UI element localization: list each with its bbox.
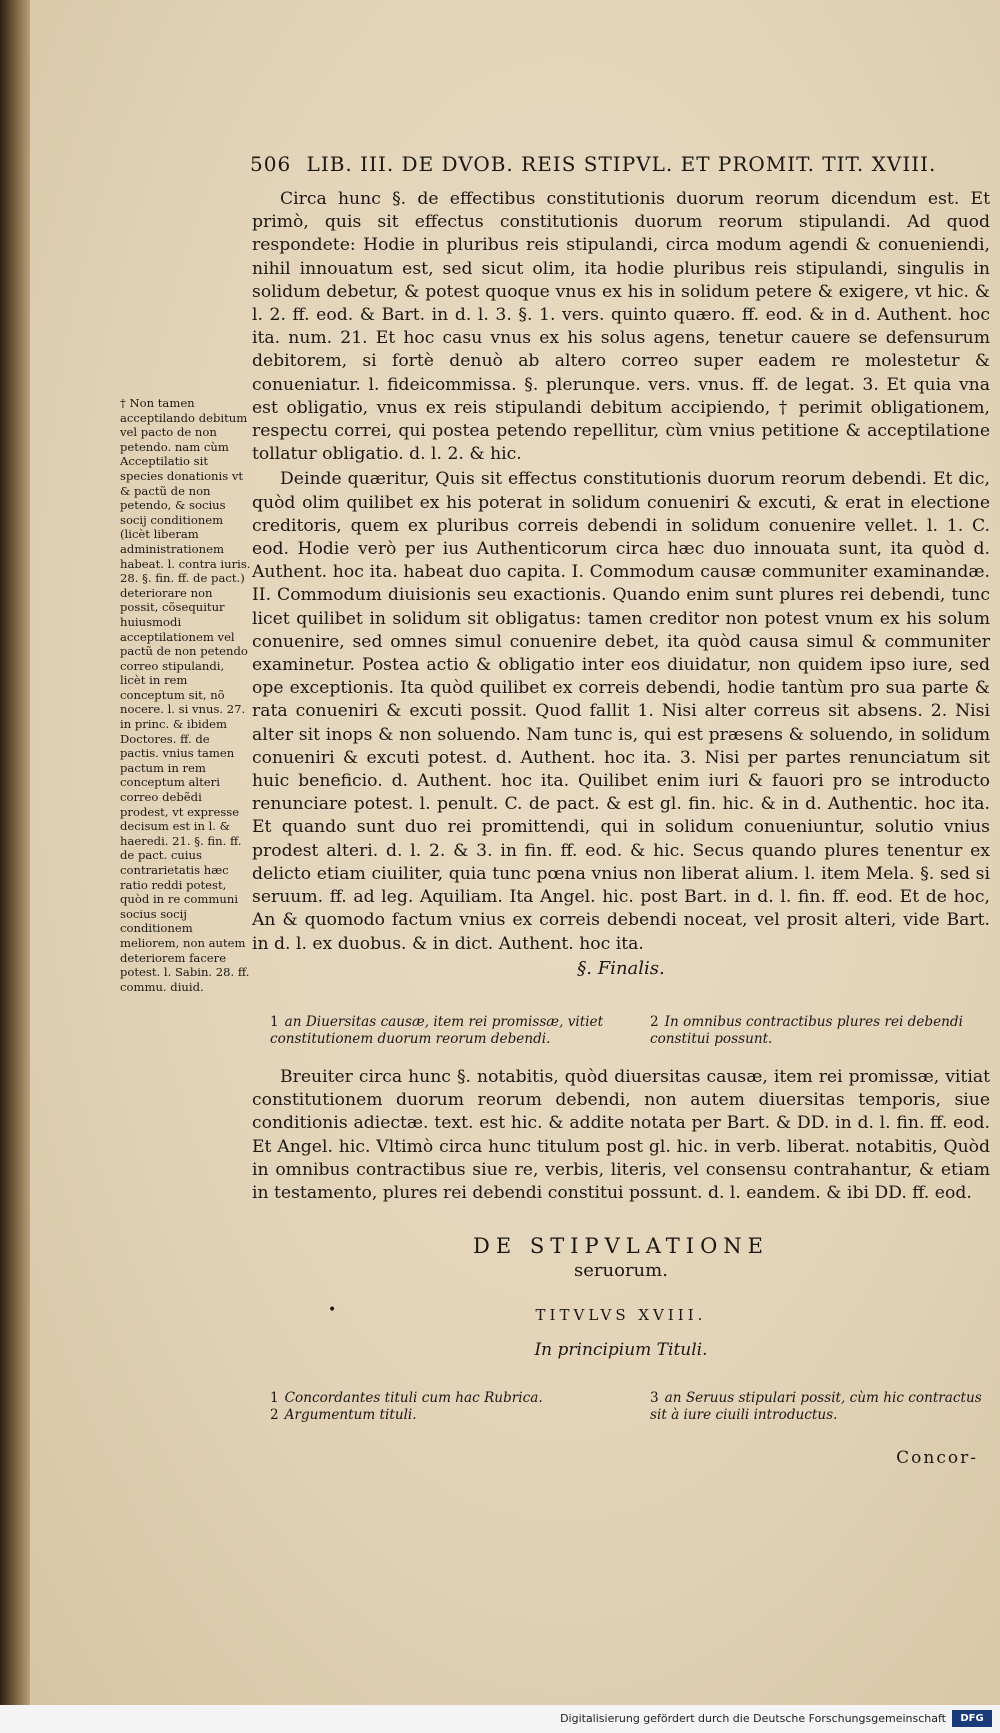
summary-text: an Seruus stipulari possit, cùm hic contractus sit à iure ciuili introductus. [650,1390,982,1423]
summary-text: an Diuersitas causæ, item rei promissæ, vitiet constitutionem duorum reorum debendi. [270,1014,604,1047]
summary-item [270,1014,610,1048]
margin-note: † Non tamen acceptilando debitum vel pacto de non petendo. nam cùm Acceptilatio sit species donationis vt & pactũ de non petendo, & socius socij conditionem (licèt liberam administrationem habeat. l. contra iuris. 28. §. fin. ff. de pact.) deteriorare non possit, cõsequitur huiusmodi acceptilationem vel pactũ de non petendo correo stipulandi, licèt in rem conceptum sit, nõ nocere. l. si vnus. 27. in princ. & ibidem Doctores. ff. de pactis. vnius tamen pactum in rem conceptum alteri correo debẽdi prodest, vt expresse decisum est in l. & haeredi. 21. §. fin. ff. de pact. cuius contrarietatis hæc ratio reddi potest, quòd in re communi socius socij conditionem meliorem, non autem deteriorem facere potest. l. Sabin. 28. ff. commu. diuid. [120,396,251,994]
catchword: Concor- [896,1448,978,1468]
section-heading: §. Finalis. [577,958,665,979]
paragraph-1: Circa hunc §. de effectibus constitutionis duorum reorum dicendum est. Et primò, quis sit effectus constitutionis duorum reorum stipulandi. Ad quod respondete: Hodie in pluribus reis stipulandi, circa modum agendi & conueniendi, nihil innouatum est, sed sicut olim, ita hodie pluribus reis stipulandi, singulis in solidum debetur, & potest quoque vnus ex his in solidum petere & exigere, vt hic. & l. 2. ff. eod. & Bart. in d. l. 3. §. 1. vers. quinto quæro. ff. eod. & in d. Authent. hoc ita. num. 21. Et hoc casu vnus ex his solus agens, tenetur cauere se defensurum debitorem, si fortè denuò ab altero correo super eadem re molestetur & conueniatur. l. fideicommissa. §. plerunque. vers. vnus. ff. de legat. 3. Et quia vna est obligatio, vnus ex reis stipulandi debitum accipiendo, † perimit obligationem, respectu correi, qui postea petendo repellitur, cùm vnius petitione & acceptilatione tollatur obligatio. d. l. 2. & hic. [252,189,990,465]
titulus-heading: TITVLVS XVIII. [535,1306,707,1324]
summary-number: 1 [270,1390,279,1406]
running-head-text: LIB. III. DE DVOB. REIS STIPVL. ET PROMIT. TIT. XVIII. [306,152,937,176]
footer-credit: Digitalisierung gefördert durch die Deutsche Forschungsgemeinschaft [560,1712,946,1725]
book-page [30,0,1000,1705]
book-edge [0,0,34,1733]
summary-item [270,1390,610,1407]
main-text [252,188,990,958]
paragraph-2: Deinde quæritur, Quis sit effectus constitutionis duorum reorum debendi. Et dic, quòd olim quilibet ex his poterat in solidum conueniri & excuti, & erat in electione creditoris, quem ex pluribus correis debendi in solidum conuenire vellet. l. 1. C. eod. Hodie verò per ius Authenticorum circa hæc duo innouata sunt, ita quòd d. Authent. hoc ita. habeat duo capita. I. Commodum causæ communiter examinandæ. II. Commodum diuisionis seu exactionis. Quando enim sunt plures rei debendi, tunc licet quilibet in solidum sit obligatus: tamen creditor non potest vnum ex his solum conuenire, sed omnes simul conuenire debet, ita quòd causa simul & communiter examinetur. Postea actio & obligatio inter eos diuidatur, non quidem ipso iure, sed ope exceptionis. Ita quòd quilibet ex correis debendi, hodie tantùm pro sua parte & rata conueniri & excuti possit. Quod fallit 1. Nisi alter correus sit absens. 2. Nisi alter sit inops & non soluendo. Nam tunc is, qui est præsens & soluendo, in solidum conueniri & excuti potest. d. Authent. hoc ita. 3. Nisi per partes renunciatum sit huic beneficio. d. Authent. hoc ita. Quilibet enim iuri & fauori pro se introducto renunciare potest. l. penult. C. de pact. & est gl. fin. hic. & in d. Authentic. hoc ita. Et quando sunt duo rei promittendi, qui in solidum conueniuntur, solutio vnius prodest alteri. d. l. 2. & 3. in fin. ff. eod. & hic. Secus quando plures tenentur ex delicto etiam ciuiliter, quia tunc pœna vnius non liberat alium. l. item Mela. §. sed si seruum. ff. ad leg. Aquiliam. Ita Angel. hic. post Bart. in d. l. fin. ff. eod. Et de hoc, An & quomodo factum vnius ex correis debendi noceat, vel prosit alteri, vide Bart. in d. l. ex duobus. & in dict. Authent. hoc ita. [252,469,990,954]
dfg-logo: DFG [952,1710,992,1727]
summary-number: 3 [650,1390,659,1406]
running-head [250,152,990,176]
summary-number: 1 [270,1014,279,1030]
summary-number: 2 [650,1014,659,1030]
paragraph-3: Breuiter circa hunc §. notabitis, quòd diuersitas causæ, item rei promissæ, vitiat constitutionem duorum reorum debendi, non autem diuersitas temporis, siue conditionis adiectæ. text. est hic. & addite notata per Bart. & DD. in d. l. fin. ff. eod. Et Angel. hic. Vltimò circa hunc titulum post gl. hic. in verb. liberat. notabitis, Quòd in omnibus contractibus siue re, verbis, literis, vel consensu contrahantur, & etiam in testamento, plures rei debendi constitui possunt. d. l. eandem. & ibi DD. ff. eod. [252,1067,990,1204]
summary-item [270,1407,610,1424]
summary-item [650,1014,990,1048]
summary-item [650,1390,990,1424]
page-number: 506 [250,152,292,176]
ornament-dot: • [328,1302,337,1318]
summary-text: Argumentum tituli. [284,1407,417,1423]
summary-number: 2 [270,1407,279,1423]
summary-column-left [270,1390,610,1424]
summary-text: Concordantes tituli cum hac Rubrica. [284,1390,543,1406]
footer-bar [0,1705,1000,1733]
title-heading: DE STIPVLATIONE [472,1234,769,1258]
summary-text: In omnibus contractibus plures rei debendi constitui possunt. [650,1014,963,1047]
main-text-2 [252,1066,990,1205]
title-subheading: seruorum. [574,1260,668,1281]
in-principium-heading: In principium Tituli. [534,1340,708,1360]
